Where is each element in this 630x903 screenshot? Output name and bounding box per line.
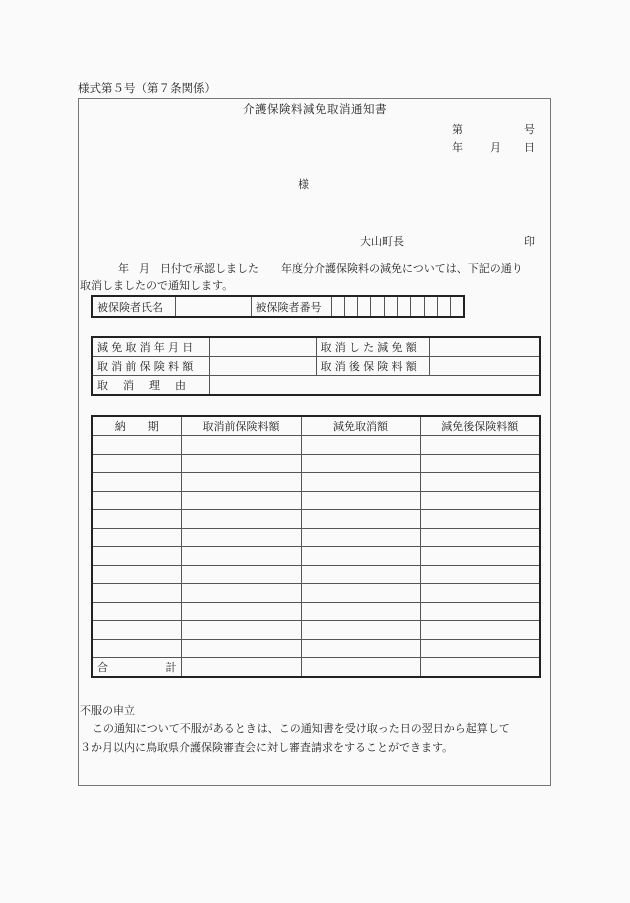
total-label-right: 計 xyxy=(165,660,177,674)
date-month: 月 xyxy=(490,141,501,154)
table-row xyxy=(92,357,540,376)
total-cancel-amount[interactable] xyxy=(301,658,420,677)
payment-cell[interactable] xyxy=(301,473,420,492)
form-number-label: 様式第５号（第７条関係） xyxy=(78,81,216,95)
payment-cell[interactable] xyxy=(420,584,540,603)
payment-cell[interactable] xyxy=(92,491,181,510)
table-row xyxy=(92,510,540,529)
table-row xyxy=(92,528,540,547)
table-row xyxy=(92,584,540,603)
total-row xyxy=(92,658,540,677)
payment-cell[interactable] xyxy=(301,639,420,658)
column-header: 減免取消額 xyxy=(301,416,420,436)
insured-number-label: 被保険者番号 xyxy=(251,296,331,317)
payment-cell[interactable] xyxy=(92,584,181,603)
table-row xyxy=(92,473,540,492)
payment-cell[interactable] xyxy=(181,436,301,455)
insured-number-digit[interactable] xyxy=(437,296,450,317)
insured-number-digit[interactable] xyxy=(397,296,410,317)
payment-cell[interactable] xyxy=(181,602,301,621)
payment-cell[interactable] xyxy=(301,621,420,640)
payment-cell[interactable] xyxy=(420,639,540,658)
payment-cell[interactable] xyxy=(181,565,301,584)
number-suffix: 号 xyxy=(524,123,535,136)
intro-month: 月 xyxy=(139,262,150,275)
insured-number-digit[interactable] xyxy=(384,296,397,317)
payment-cell[interactable] xyxy=(420,602,540,621)
cancel-reason-label: 取 消 理 由 xyxy=(92,376,209,396)
payment-cell[interactable] xyxy=(420,491,540,510)
cancelled-reduction-label: 取消した減免額 xyxy=(316,337,429,357)
insured-number-digit[interactable] xyxy=(451,296,464,317)
intro-year: 年 xyxy=(118,262,129,275)
payment-cell[interactable] xyxy=(181,491,301,510)
cancel-date-field[interactable] xyxy=(209,337,316,357)
document-title: 介護保険料減免取消通知書 xyxy=(243,102,387,116)
pre-cancel-premium-field[interactable] xyxy=(209,357,316,376)
total-label-left: 合 xyxy=(97,660,108,674)
table-row xyxy=(92,639,540,658)
total-label xyxy=(92,658,181,677)
payment-cell[interactable] xyxy=(181,547,301,566)
table-row xyxy=(92,621,540,640)
payment-cell[interactable] xyxy=(181,454,301,473)
column-header: 減免後保険料額 xyxy=(420,416,540,436)
payment-cell[interactable] xyxy=(301,584,420,603)
payment-cell[interactable] xyxy=(92,528,181,547)
payment-cell[interactable] xyxy=(92,565,181,584)
column-header: 取消前保険料額 xyxy=(181,416,301,436)
payment-cell[interactable] xyxy=(92,454,181,473)
insured-name-field[interactable] xyxy=(175,296,251,317)
table-row xyxy=(92,454,540,473)
insured-name-label: 被保険者氏名 xyxy=(92,296,175,317)
payment-cell[interactable] xyxy=(301,565,420,584)
intro-approved-text: 日付で承認しました xyxy=(160,262,259,275)
date-day: 日 xyxy=(524,141,535,154)
payment-cell[interactable] xyxy=(181,639,301,658)
payment-cell[interactable] xyxy=(92,436,181,455)
table-row xyxy=(92,547,540,566)
payment-cell[interactable] xyxy=(301,454,420,473)
cancel-reason-field[interactable] xyxy=(209,376,540,396)
payment-cell[interactable] xyxy=(92,473,181,492)
pre-cancel-premium-label: 取消前保険料額 xyxy=(92,357,209,376)
intro-line-1 xyxy=(118,260,523,276)
insured-number-digit[interactable] xyxy=(331,296,344,317)
payment-cell[interactable] xyxy=(301,491,420,510)
payment-cell[interactable] xyxy=(420,547,540,566)
table-row xyxy=(92,337,540,357)
insured-number-digit[interactable] xyxy=(411,296,424,317)
payment-cell[interactable] xyxy=(301,602,420,621)
cancellation-details-table xyxy=(91,336,541,396)
payment-cell[interactable] xyxy=(92,602,181,621)
payment-cell[interactable] xyxy=(92,510,181,529)
insured-number-digit[interactable] xyxy=(358,296,371,317)
total-pre-cancel[interactable] xyxy=(181,658,301,677)
appeal-line-1: この通知について不服があるときは、この通知書を受け取った日の翌日から起算して xyxy=(92,722,510,735)
table-row xyxy=(92,491,540,510)
insured-number-digit[interactable] xyxy=(344,296,357,317)
appeal-line-2: ３か月以内に鳥取県介護保険審査会に対し審査請求をすることができます。 xyxy=(80,741,454,754)
table-row xyxy=(92,436,540,455)
number-prefix: 第 xyxy=(452,123,463,136)
payment-cell[interactable] xyxy=(301,547,420,566)
payment-cell[interactable] xyxy=(301,436,420,455)
table-row xyxy=(92,565,540,584)
payment-cell[interactable] xyxy=(181,510,301,529)
payment-cell[interactable] xyxy=(420,473,540,492)
post-cancel-premium-field[interactable] xyxy=(429,357,540,376)
date-year: 年 xyxy=(452,141,463,154)
payment-cell[interactable] xyxy=(420,510,540,529)
issuer-name: 大山町長 xyxy=(360,235,404,248)
payment-cell[interactable] xyxy=(92,547,181,566)
total-post-reduction[interactable] xyxy=(420,658,540,677)
payment-cell[interactable] xyxy=(420,436,540,455)
post-cancel-premium-label: 取消後保険料額 xyxy=(316,357,429,376)
insured-number-digit[interactable] xyxy=(371,296,384,317)
payment-cell[interactable] xyxy=(181,621,301,640)
insured-number-digit[interactable] xyxy=(424,296,437,317)
payment-cell[interactable] xyxy=(92,639,181,658)
seal-mark: 印 xyxy=(524,235,535,248)
payment-cell[interactable] xyxy=(181,473,301,492)
payment-cell[interactable] xyxy=(92,621,181,640)
payment-cell[interactable] xyxy=(301,510,420,529)
table-header-row xyxy=(92,416,540,436)
cancelled-reduction-field[interactable] xyxy=(429,337,540,357)
insured-person-table xyxy=(91,295,465,318)
payment-schedule-table xyxy=(91,415,541,678)
intro-line-2: 取消しましたので通知します。 xyxy=(80,279,234,292)
table-row xyxy=(92,376,540,396)
cancel-date-label: 減免取消年月日 xyxy=(92,337,209,357)
appeal-heading: 不服の申立 xyxy=(80,704,135,717)
payment-cell[interactable] xyxy=(420,621,540,640)
payment-cell[interactable] xyxy=(420,528,540,547)
payment-cell[interactable] xyxy=(420,565,540,584)
payment-cell[interactable] xyxy=(301,528,420,547)
payment-cell[interactable] xyxy=(181,528,301,547)
intro-rest: 年度分介護保険料の減免については、下記の通り xyxy=(281,262,523,275)
payment-cell[interactable] xyxy=(181,584,301,603)
payment-cell[interactable] xyxy=(420,454,540,473)
column-header: 納 期 xyxy=(92,416,181,436)
table-row xyxy=(92,602,540,621)
addressee-honorific: 様 xyxy=(298,178,309,191)
